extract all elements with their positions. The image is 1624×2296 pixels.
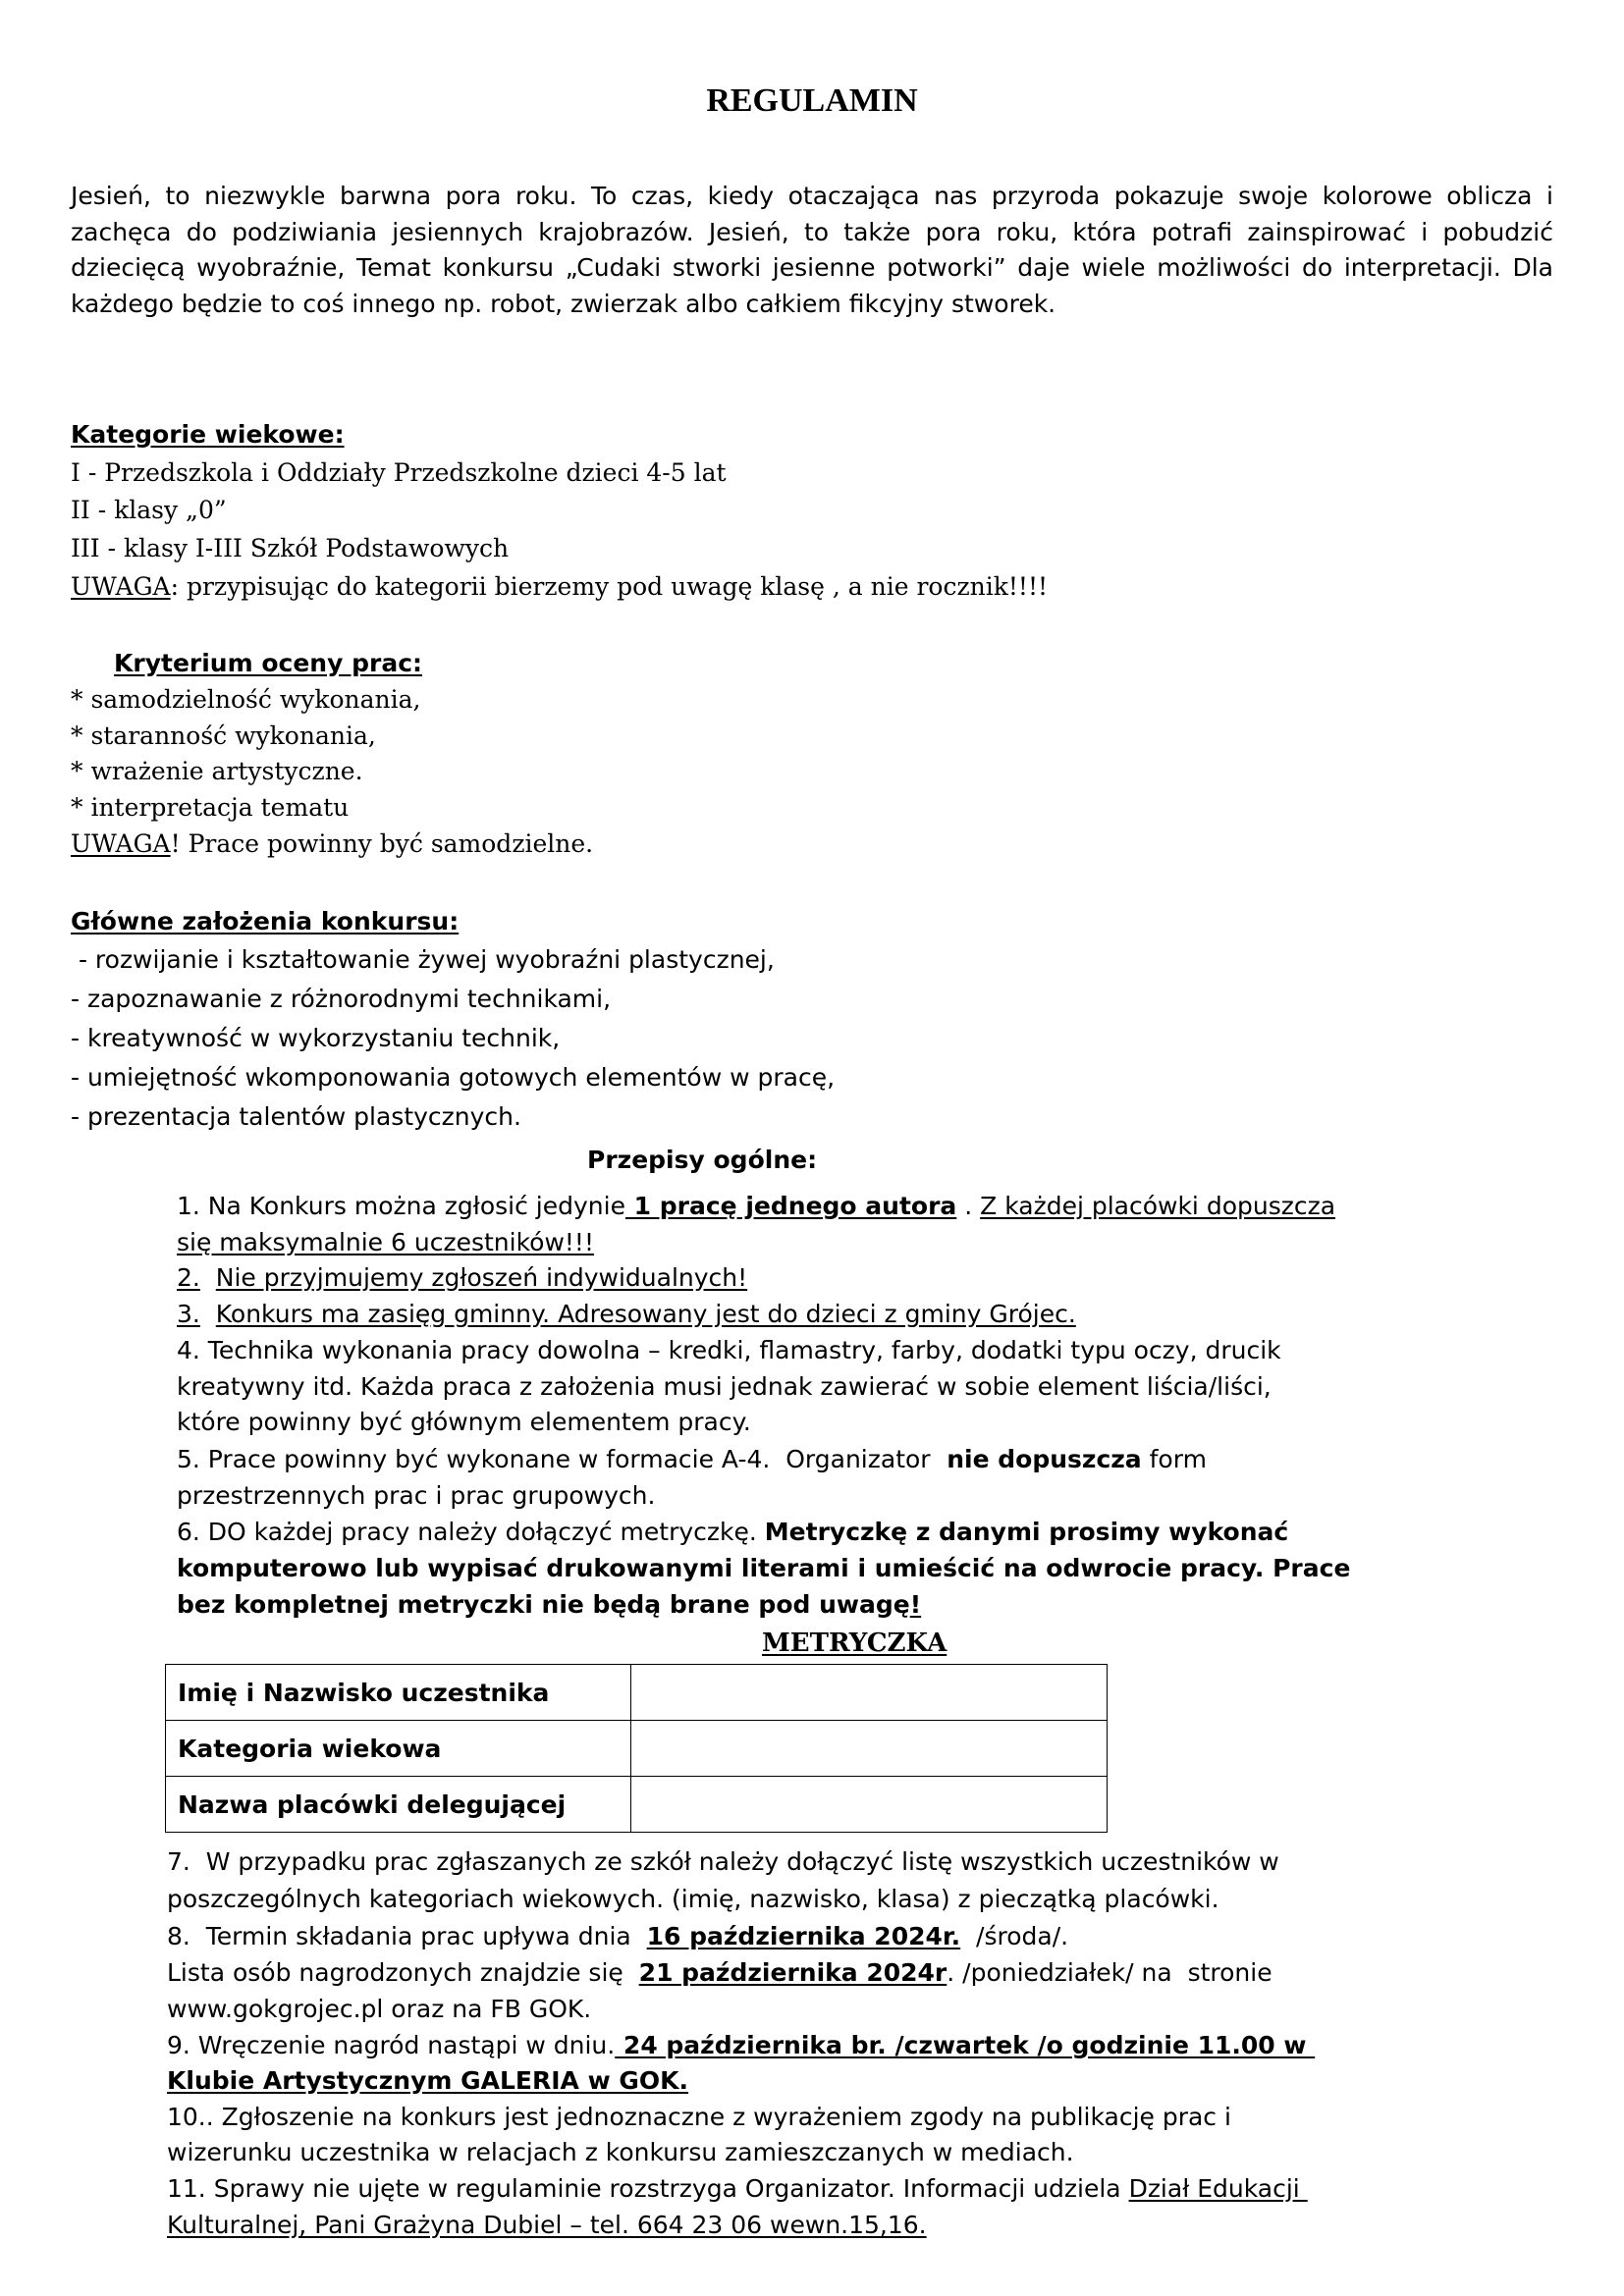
kategoria-item: I - Przedszkola i Oddziały Przedszkolne dzieci 4-5 lat bbox=[71, 458, 727, 487]
rule-6-line-3 bbox=[177, 1587, 921, 1623]
document-title: REGULAMIN bbox=[706, 82, 918, 119]
zalozenia-item: - prezentacja talentów plastycznych. bbox=[71, 1102, 521, 1131]
rule-7-line-1: 7. W przypadku prac zgłaszanych ze szkół należy dołączyć listę wszystkich uczestników w bbox=[167, 1847, 1279, 1876]
rule-11-contact: Dział Edukacji bbox=[1128, 2174, 1308, 2203]
rule-11 bbox=[167, 2171, 1308, 2207]
rule-9 bbox=[167, 2028, 1315, 2063]
rule-8-list-tail: . /poniedziałek/ na stronie bbox=[947, 1958, 1272, 1987]
zalozenia-item: - umiejętność wkomponowania gotowych elementów w pracę, bbox=[71, 1063, 836, 1092]
rule-6-exclaim: ! bbox=[909, 1590, 922, 1619]
uwaga-label: UWAGA bbox=[71, 572, 171, 601]
uwaga-label: UWAGA bbox=[71, 829, 171, 858]
metryczka-table bbox=[165, 1664, 1108, 1833]
zalozenia-item: - zapoznawanie z różnorodnymi technikami, bbox=[71, 985, 612, 1013]
rule-2-text: Nie przyjmujemy zgłoszeń indywidualnych! bbox=[215, 1263, 748, 1292]
rule-8-day: /środa/. bbox=[960, 1922, 1069, 1950]
rule-10-line-1: 10.. Zgłoszenie na konkurs jest jednoznaczne z wyrażeniem zgody na publikację prac i bbox=[167, 2103, 1231, 2131]
kryterium-uwaga bbox=[71, 827, 593, 862]
rule-1 bbox=[177, 1189, 1335, 1224]
uwaga-text: : przypisując do kategorii bierzemy pod uwagę klasę , a nie rocznik!!!! bbox=[170, 572, 1049, 601]
table-row bbox=[166, 1777, 1108, 1833]
rule-5-line-2: przestrzennych prac i prac grupowych. bbox=[177, 1481, 656, 1510]
rule-1-highlight: 1 pracę jednego autora bbox=[624, 1192, 957, 1220]
rule-4-line-3: które powinny być głównym elementem pracy. bbox=[177, 1408, 751, 1436]
zalozenia-heading: Główne założenia konkursu: bbox=[71, 907, 460, 935]
rule-8-list-text: Lista osób nagrodzonych znajdzie się bbox=[167, 1958, 639, 1987]
metryczka-label: Imię i Nazwisko uczestnika bbox=[166, 1665, 631, 1721]
kryterium-heading: Kryterium oceny prac: bbox=[114, 649, 423, 677]
rule-2-num: 2. bbox=[177, 1263, 200, 1292]
rule-9-text: 9. Wręczenie nagród nastąpi w dniu. bbox=[167, 2031, 616, 2059]
rule-4-line-2: kreatywny itd. Każda praca z założenia musi jednak zawierać w sobie element liścia/liści, bbox=[177, 1372, 1272, 1401]
kategorie-heading: Kategorie wiekowe: bbox=[71, 420, 345, 449]
rule-3-text: Konkurs ma zasięg gminny. Adresowany jest do dzieci z gminy Grójec. bbox=[215, 1300, 1076, 1328]
rule-11-line-2: Kulturalnej, Pani Grażyna Dubiel – tel. 664 23 06 wewn.15,16. bbox=[167, 2211, 927, 2239]
kryterium-item: * samodzielność wykonania, bbox=[71, 685, 421, 714]
rule-5-tail: form bbox=[1141, 1445, 1207, 1473]
metryczka-label: Nazwa placówki delegującej bbox=[166, 1777, 631, 1833]
rule-3-num: 3. bbox=[177, 1300, 200, 1328]
rule-1-dot: . bbox=[956, 1192, 981, 1220]
rule-5-highlight: nie dopuszcza bbox=[938, 1445, 1142, 1473]
rule-9-line-2: Klubie Artystycznym GALERIA w GOK. bbox=[167, 2066, 689, 2095]
metryczka-value-field bbox=[631, 1721, 1108, 1777]
rule-6-line-2: komputerowo lub wypisać drukowanymi literami i umieścić na odwrocie pracy. Prace bbox=[177, 1554, 1351, 1582]
rule-8-list-date: 21 października 2024r bbox=[638, 1958, 947, 1987]
rule-6 bbox=[177, 1515, 1288, 1550]
przepisy-heading: Przepisy ogólne: bbox=[587, 1146, 818, 1174]
rule-8-date: 16 października 2024r. bbox=[646, 1922, 961, 1950]
intro-paragraph: Jesień, to niezwykle barwna pora roku. To czas, kiedy otaczająca nas przyroda pokazuje swoje kolorowe oblicza i zachęca do podziwiania jesiennych krajobrazów. Jesień, to także pora roku, która potrafi zainspirować i pobudzić dziecięcą wyobraźnie, Temat konkursu „Cudaki stworki jesienne potworki” daje wiele możliwości do interpretacji. Dla każdego będzie to coś innego np. robot, zwierzak albo całkiem fikcyjny stworek. bbox=[71, 182, 1553, 318]
metryczka-label: Kategoria wiekowa bbox=[166, 1721, 631, 1777]
rule-6-line-3-text: bez kompletnej metryczki nie będą brane pod uwagę bbox=[177, 1590, 910, 1619]
rule-8-text: 8. Termin składania prac upływa dnia bbox=[167, 1922, 647, 1950]
kryterium-item: * wrażenie artystyczne. bbox=[71, 757, 363, 785]
table-row bbox=[166, 1665, 1108, 1721]
metryczka-heading: METRYCZKA bbox=[762, 1629, 947, 1658]
zalozenia-item: - rozwijanie i kształtowanie żywej wyobraźni plastycznej, bbox=[71, 945, 775, 974]
rule-1-limit: Z każdej placówki dopuszcza bbox=[980, 1192, 1336, 1220]
rule-8-list-line-2: www.gokgrojec.pl oraz na FB GOK. bbox=[167, 1995, 592, 2023]
rule-7-line-2: poszczególnych kategoriach wiekowych. (imię, nazwisko, klasa) z pieczątką placówki. bbox=[167, 1885, 1219, 1913]
rule-1-text: 1. Na Konkurs można zgłosić jedynie bbox=[177, 1192, 625, 1220]
kategoria-item: II - klasy „0” bbox=[71, 496, 227, 524]
kategorie-uwaga bbox=[71, 569, 1048, 605]
kryterium-item: * interpretacja tematu bbox=[71, 793, 350, 822]
metryczka-value-field bbox=[631, 1777, 1108, 1833]
metryczka-value-field bbox=[631, 1665, 1108, 1721]
rule-8 bbox=[167, 1919, 1068, 1954]
rule-10-line-2: wizerunku uczestnika w relacjach z konkursu zamieszczanych w mediach. bbox=[167, 2138, 1074, 2166]
rule-6-text: 6. DO każdej pracy należy dołączyć metryczkę. bbox=[177, 1518, 765, 1546]
rule-5-text: 5. Prace powinny być wykonane w formacie A-4. Organizator bbox=[177, 1445, 939, 1473]
rule-3 bbox=[177, 1297, 1076, 1332]
kategoria-item: III - klasy I-III Szkół Podstawowych bbox=[71, 534, 510, 562]
rule-2 bbox=[177, 1260, 747, 1296]
rule-11-text: 11. Sprawy nie ujęte w regulaminie rozstrzyga Organizator. Informacji udziela bbox=[167, 2174, 1129, 2203]
kryterium-item: * staranność wykonania, bbox=[71, 721, 376, 750]
uwaga-text: ! Prace powinny być samodzielne. bbox=[170, 829, 594, 858]
table-row bbox=[166, 1721, 1108, 1777]
rule-5 bbox=[177, 1442, 1207, 1477]
rule-4-line-1: 4. Technika wykonania pracy dowolna – kredki, flamastry, farby, dodatki typu oczy, drucik bbox=[177, 1336, 1281, 1364]
rule-1-cont: się maksymalnie 6 uczestników!!! bbox=[177, 1228, 594, 1256]
rule-9-highlight: 24 października br. /czwartek /o godzinie 11.00 w bbox=[615, 2031, 1316, 2059]
rule-6-highlight: Metryczkę z danymi prosimy wykonać bbox=[764, 1518, 1289, 1546]
rule-8-list bbox=[167, 1955, 1272, 1991]
zalozenia-item: - kreatywność w wykorzystaniu technik, bbox=[71, 1024, 561, 1052]
